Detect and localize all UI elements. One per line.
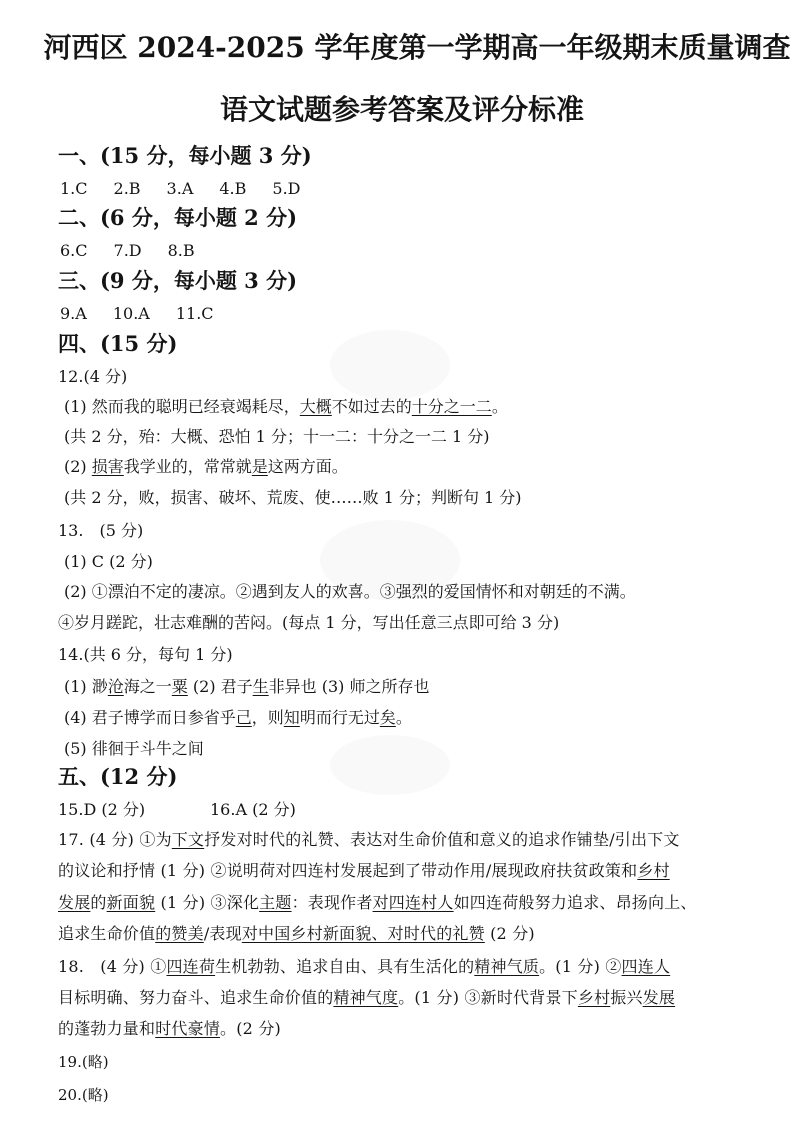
question-12-line-4: (共 2 分，败，损害、破坏、荒废、使……败 1 分；判断句 1 分) — [64, 488, 522, 507]
answer-7: 7.D — [113, 241, 142, 260]
section-3-answers — [60, 303, 240, 325]
question-13-label: 13. (5 分) — [58, 521, 144, 540]
answer-4: 4.B — [219, 179, 247, 198]
answer-9: 9.A — [60, 304, 87, 323]
question-19: 19.(略) — [58, 1053, 109, 1071]
answer-3: 3.A — [166, 179, 194, 198]
answer-10: 10.A — [112, 304, 150, 323]
question-14-label: 14.(共 6 分，每句 1 分) — [58, 645, 233, 664]
section-1-heading: 一、(15 分，每小题 3 分) — [58, 143, 312, 168]
question-17-line-1: 17. (4 分) ①为下文抒发对时代的礼赞、表达对生命价值和意义的追求作铺垫/引出下文 — [58, 830, 680, 849]
section-3-heading: 三、(9 分，每小题 3 分) — [58, 268, 298, 293]
question-14-line-1: (1) 渺沧海之一粟 (2) 君子生非异也 (3) 师之所存也 — [64, 677, 430, 696]
answer-11: 11.C — [175, 304, 214, 323]
scan-smudge — [330, 330, 450, 400]
question-12-label: 12.(4 分) — [58, 367, 128, 386]
question-12-line-2: (共 2 分，殆：大概、恐怕 1 分；十一二：十分之一二 1 分) — [64, 427, 490, 446]
question-13-line-2: (2) ①漂泊不定的凄凉。②遇到友人的欢喜。③强烈的爱国情怀和对朝廷的不满。 — [64, 582, 636, 601]
section-5-heading: 五、(12 分) — [58, 764, 178, 789]
answer-2: 2.B — [113, 179, 141, 198]
answer-6: 6.C — [60, 241, 88, 260]
section-1-answers — [60, 178, 327, 200]
section-2-answers — [60, 240, 221, 262]
question-18-line-1: 18. (4 分) ①四连荷生机勃勃、追求自由、具有生活化的精神气质。(1 分) ②四连人 — [58, 957, 671, 976]
answer-5: 5.D — [272, 179, 301, 198]
question-13-line-3: ④岁月蹉跎，壮志难酬的苦闷。(每点 1 分，写出任意三点即可给 3 分) — [58, 613, 560, 632]
question-15-16-answers: 15.D (2 分) 16.A (2 分) — [58, 800, 296, 819]
section-4-heading: 四、(15 分) — [58, 331, 178, 356]
question-18-line-3: 的蓬勃力量和时代豪情。(2 分) — [58, 1019, 281, 1038]
document-title: 河西区 2024-2025 学年度第一学期高一年级期末质量调查 — [43, 31, 791, 64]
question-12-line-3: (2) 损害我学业的，常常就是这两方面。 — [64, 457, 348, 476]
question-14-line-3: (5) 徘徊于斗牛之间 — [64, 739, 204, 758]
question-17-line-3: 发展的新面貌 (1 分) ③深化主题：表现作者对四连村人如四连荷般努力追求、昂扬向上、 — [58, 893, 697, 912]
question-17-line-2: 的议论和抒情 (1 分) ②说明荷对四连村发展起到了带动作用/展现政府扶贫政策和乡村 — [58, 861, 670, 880]
document-subtitle: 语文试题参考答案及评分标准 — [219, 93, 584, 126]
answer-1: 1.C — [60, 179, 88, 198]
question-20: 20.(略) — [58, 1086, 109, 1104]
question-13-line-1: (1) C (2 分) — [64, 552, 153, 571]
question-14-line-2: (4) 君子博学而日参省乎己，则知明而行无过矣。 — [64, 708, 412, 727]
question-18-line-2: 目标明确、努力奋斗、追求生命价值的精神气度。(1 分) ③新时代背景下乡村振兴发展 — [58, 988, 676, 1007]
question-12-line-1: (1) 然而我的聪明已经衰竭耗尽，大概不如过去的十分之一二。 — [64, 397, 508, 416]
section-2-heading: 二、(6 分，每小题 2 分) — [58, 205, 298, 230]
answer-8: 8.B — [167, 241, 195, 260]
question-17-line-4: 追求生命价值的赞美/表现对中国乡村新面貌、对时代的礼赞 (2 分) — [58, 924, 535, 943]
scan-smudge — [330, 735, 450, 795]
